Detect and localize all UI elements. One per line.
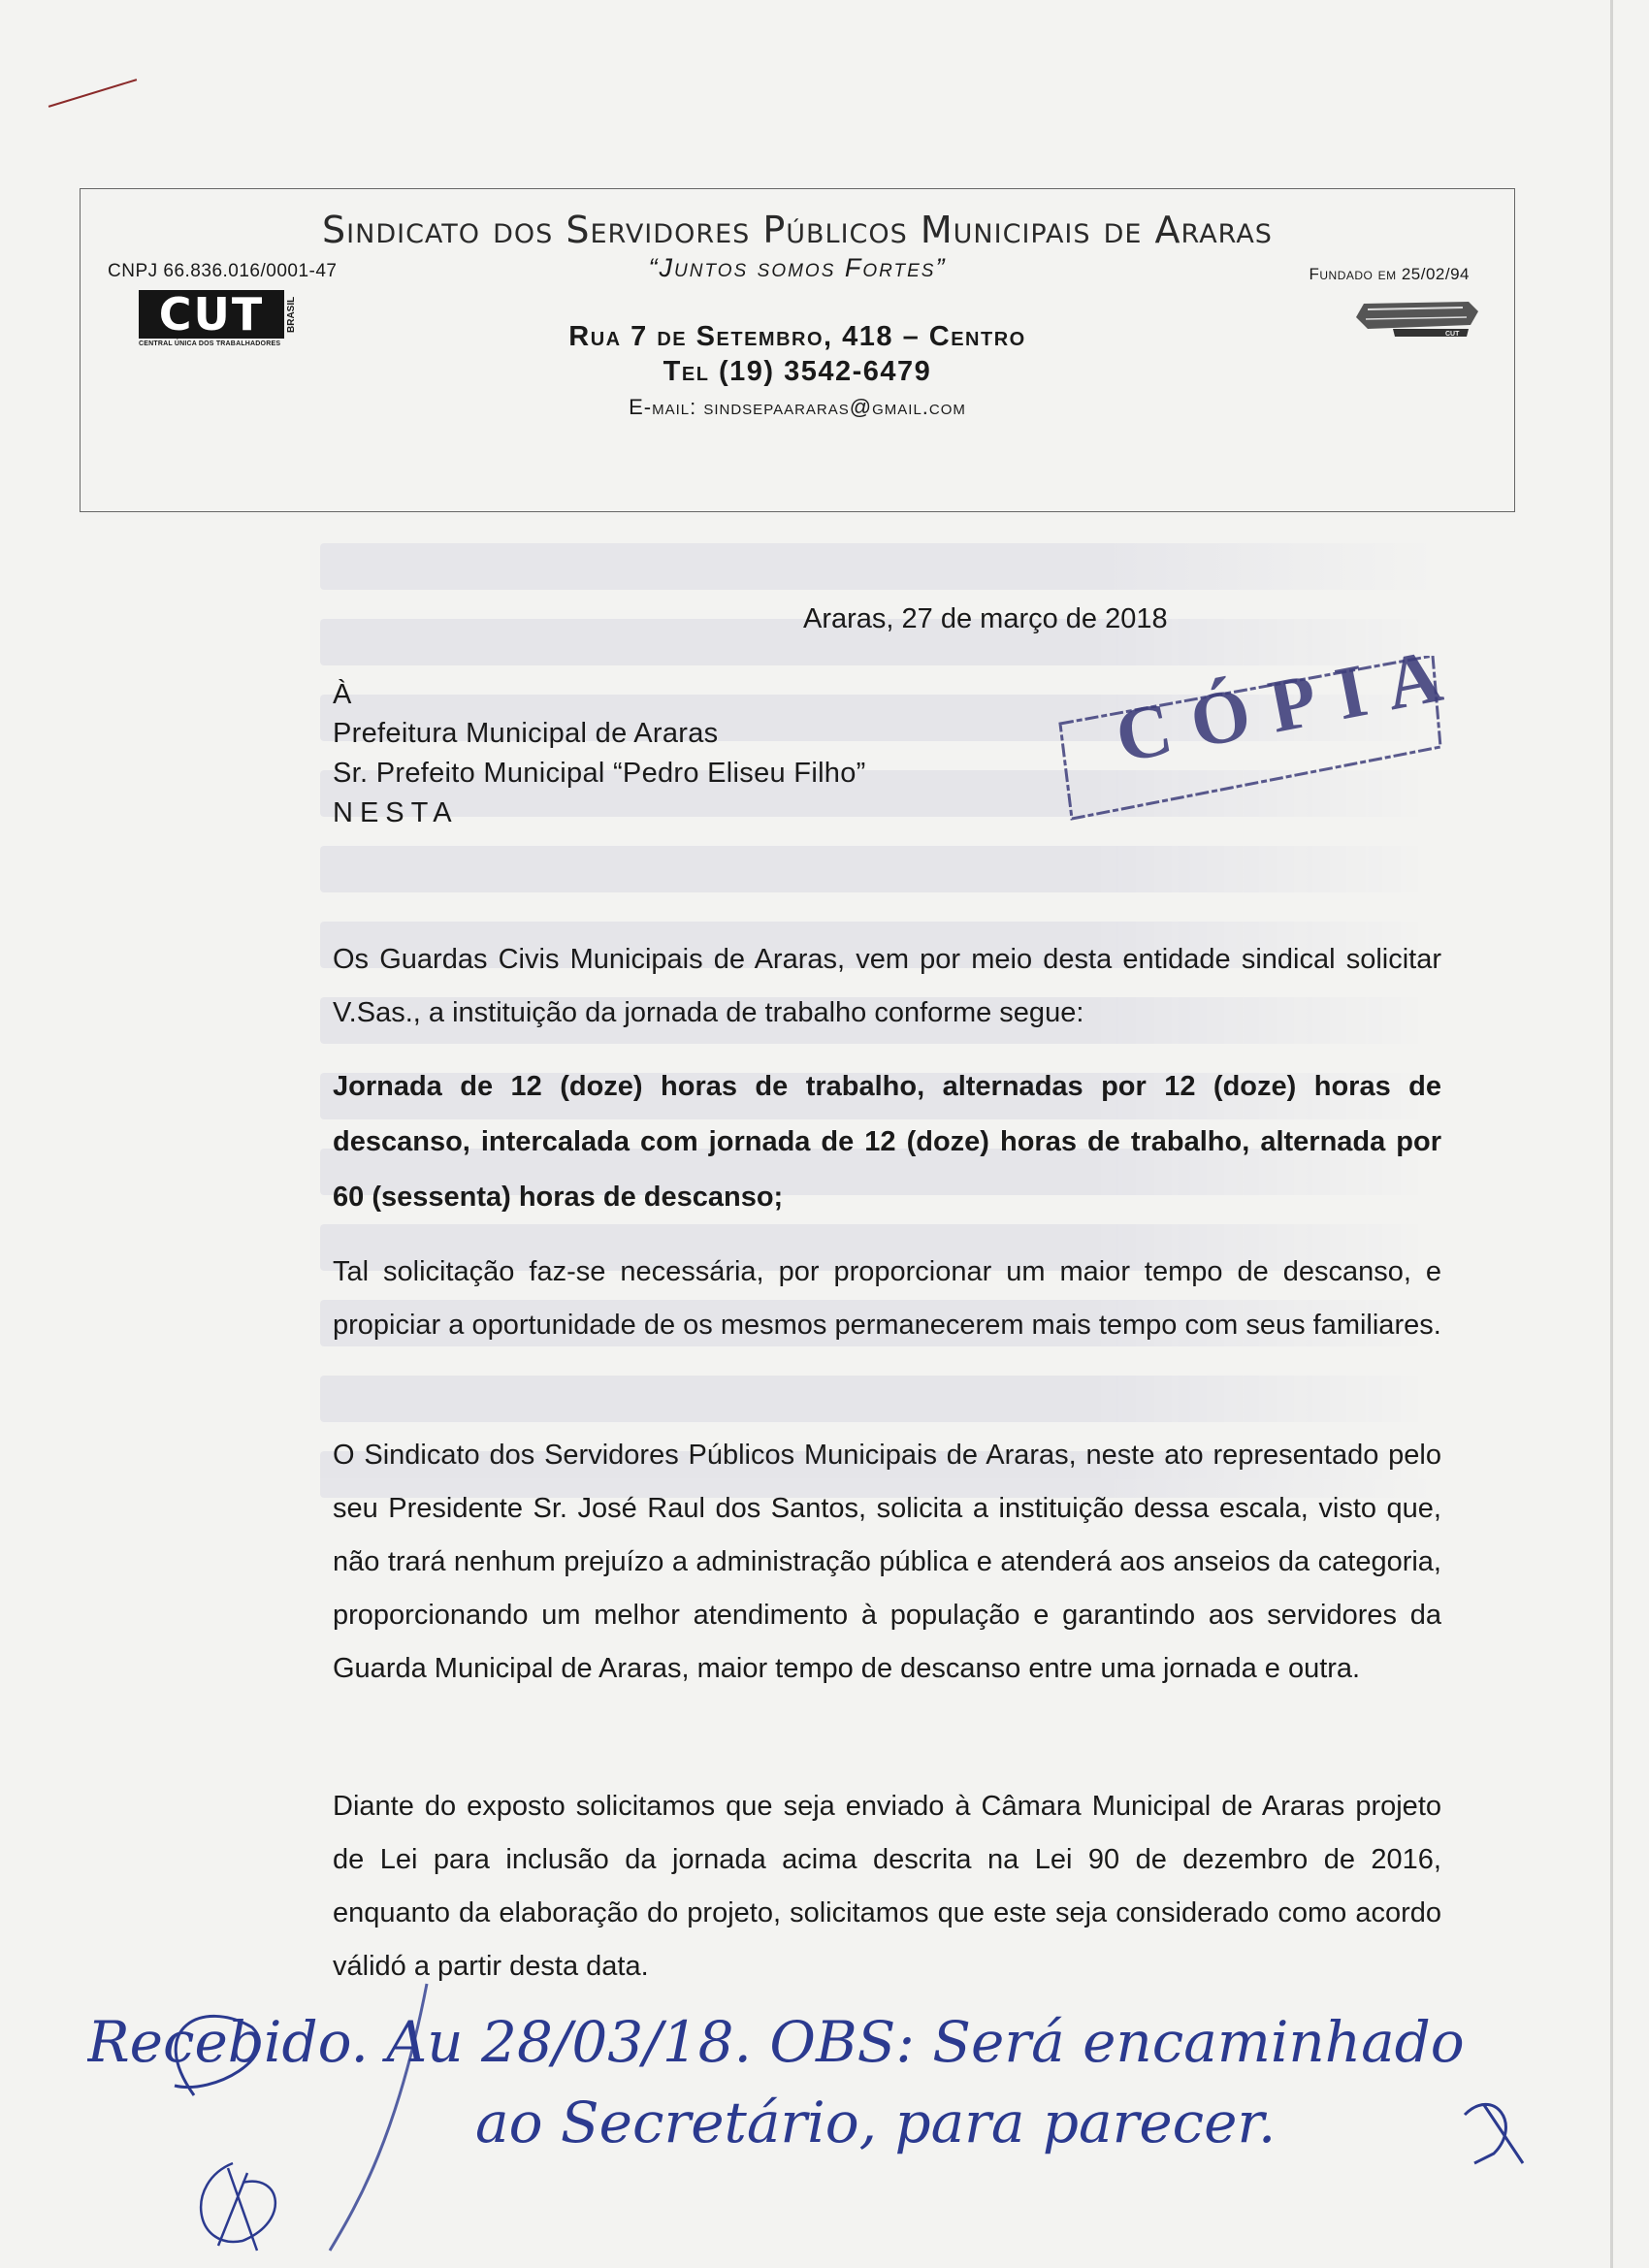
- address: Rua 7 de Setembro, 418 – Centro: [568, 321, 1026, 352]
- recipient-line3: NESTA: [333, 797, 459, 828]
- letter-date: Araras, 27 de março de 2018: [803, 603, 1168, 634]
- copy-stamp: [1052, 629, 1470, 840]
- founded-date: Fundado em 25/02/94: [1309, 265, 1470, 283]
- paragraph-4: O Sindicato dos Servidores Públicos Municipais de Araras, neste ato representado pelo seu Presidente Sr. José Raul dos Santos, solicita a instituição dessa escala, visto que, não trará nenhum prejuízo a administração pública e atenderá aos anseios da categoria, proporcionando um melhor atendimento à população e garantindo aos servidores da Guarda Municipal de Araras, maior tempo de descanso entre uma jornada e outra.: [333, 1440, 1441, 1684]
- recipient-to: À: [333, 679, 352, 710]
- sindsep-logo-caption: CUT: [1445, 331, 1460, 338]
- cnpj: CNPJ 66.836.016/0001-47: [108, 261, 338, 281]
- cut-logo-brasil: BRASIL: [286, 296, 297, 333]
- union-name: Sindicato dos Servidores Públicos Municipais de Araras: [322, 209, 1273, 251]
- handwritten-note: [87, 1969, 1581, 2260]
- paragraph-5: Diante do exposto solicitamos que seja enviado à Câmara Municipal de Araras projeto de Lei para inclusão da jornada acima descrita na Lei 90 de dezembro de 2016, enquanto da elaboração do projeto, solicitamos que este seja considerado como acordo válidó a partir desta data.: [333, 1791, 1441, 1982]
- handwritten-line1: Recebido. Au 28/03/18. OBS: Será encaminhado: [87, 2009, 1465, 2075]
- page-edge: [1610, 0, 1613, 2268]
- paragraph-1: Os Guardas Civis Municipais de Araras, vem por meio desta entidade sindical solicitar V.Sas., a instituição da jornada de trabalho conforme segue:: [333, 944, 1441, 1028]
- letterhead: [80, 188, 1515, 512]
- stamp-text: CÓPIA: [1109, 629, 1470, 779]
- paragraph-2-bold: Jornada de 12 (doze) horas de trabalho, alternadas por 12 (doze) horas de descanso, intercalada com jornada de 12 (doze) horas de trabalho, alternada por 60 (sessenta) horas de descanso;: [333, 1071, 1441, 1213]
- recipient-line2: Sr. Prefeito Municipal “Pedro Eliseu Filho”: [333, 758, 866, 789]
- cut-logo-caption: CENTRAL ÚNICA DOS TRABALHADORES: [139, 340, 281, 347]
- phone: Tel (19) 3542-6479: [663, 356, 932, 387]
- recipient-line1: Prefeitura Municipal de Araras: [333, 718, 719, 749]
- handwritten-line2: ao Secretário, para parecer.: [475, 2090, 1277, 2155]
- email: E-mail: sindsepaararas@gmail.com: [629, 395, 966, 419]
- motto: “Juntos somos Fortes”: [648, 253, 947, 282]
- pen-mark: [48, 79, 137, 108]
- cut-logo-mark: CUT: [139, 290, 284, 339]
- paragraph-3: Tal solicitação faz-se necessária, por proporcionar um maior tempo de descanso, e propiciar a oportunidade de os mesmos permanecerem mais tempo com seus familiares.: [333, 1256, 1441, 1341]
